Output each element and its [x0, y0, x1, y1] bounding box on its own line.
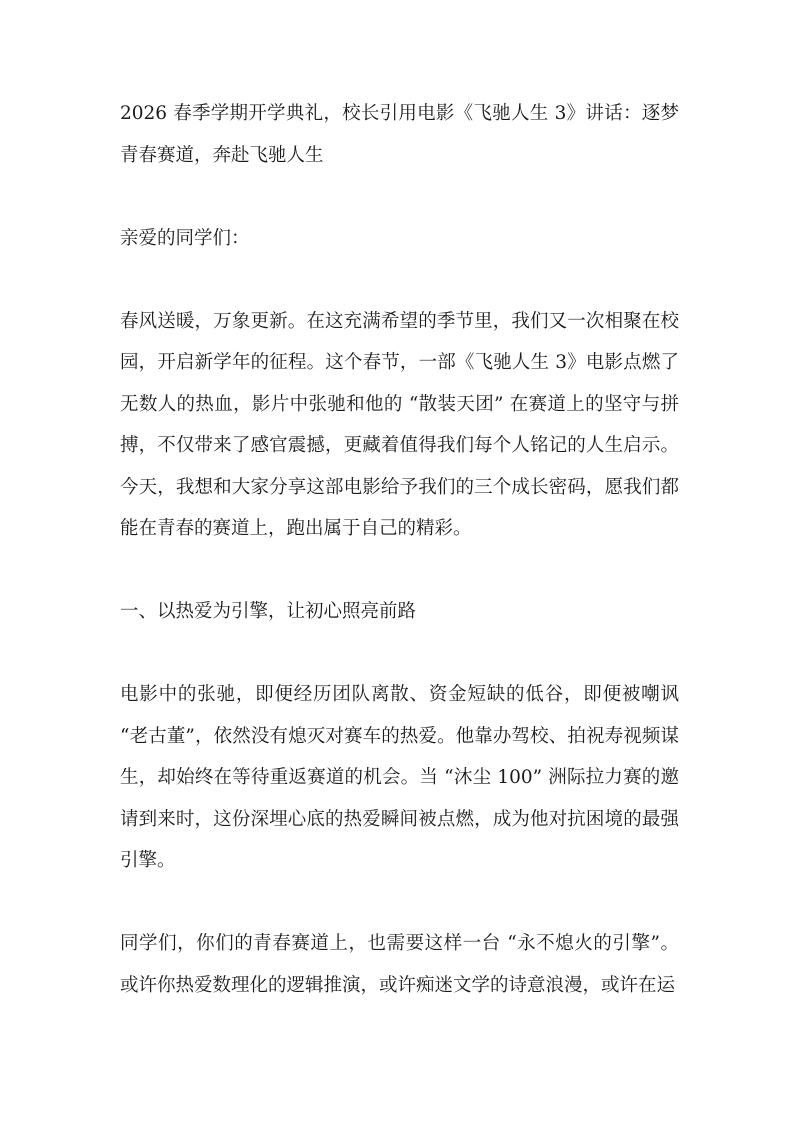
paragraph-opening: 春风送暖，万象更新。在这充满希望的季节里，我们又一次相聚在校园，开启新学年的征程。这个春节，一部《飞驰人生 3》电影点燃了无数人的热血，影片中张驰和他的 “散装天团” 在赛道上的坚守与拼搏，不仅带来了感官震撼，更藏着值得我们每个人铭记的人生启示。今天，我想和大家分享这部电影给予我们的三个成长密码，愿我们都能在青春的赛道上，跑出属于自己的精彩。	[120, 310, 679, 539]
section-heading-1: 一、以热爱为引擎，让初心照亮前路	[120, 601, 417, 622]
paragraph-zhangchi-passion: 电影中的张驰，即便经历团队离散、资金短缺的低谷，即便被嘲讽 “老古董”，依然没有熄灭对赛车的热爱。他靠办驾校、拍祝寿视频谋生，却始终在等待重返赛道的机会。当 “沐尘 100” 洲际拉力赛的邀请到来时，这份深埋心底的热爱瞬间被点燃，成为他对抗困境的最强引擎。	[120, 684, 679, 871]
salutation: 亲爱的同学们：	[120, 227, 250, 249]
document-title: 2026 春季学期开学典礼，校长引用电影《飞驰人生 3》讲话：逐梦青春赛道，奔赴飞驰人生	[120, 103, 679, 166]
paragraph-students-engine: 同学们，你们的青春赛道上，也需要这样一台 “永不熄火的引擎”。或许你热爱数理化的逻辑推演，或许痴迷文学的诗意浪漫，或许在运	[120, 933, 679, 996]
